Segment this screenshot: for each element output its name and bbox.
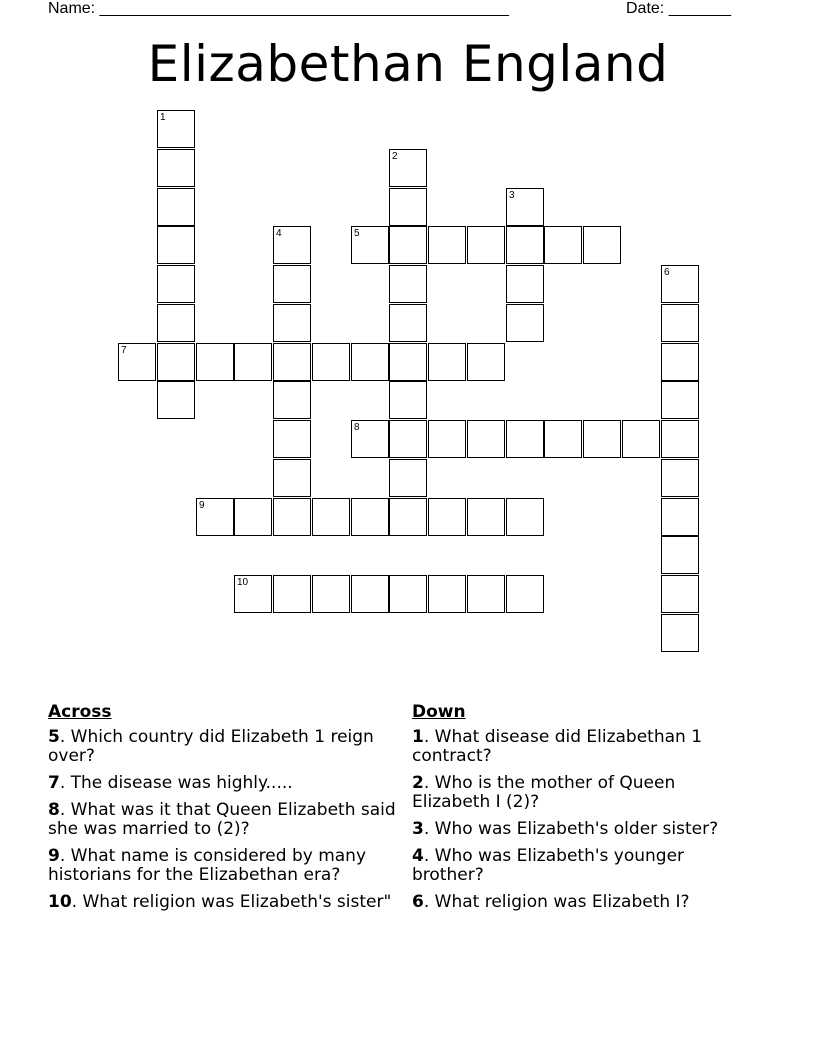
grid-cell[interactable] bbox=[389, 188, 427, 226]
grid-cell[interactable] bbox=[506, 420, 544, 458]
grid-cell[interactable] bbox=[506, 575, 544, 613]
clue-text: . The disease was highly..... bbox=[59, 773, 293, 793]
across-clues bbox=[48, 703, 408, 920]
grid-cell[interactable] bbox=[661, 343, 699, 381]
clue-down-1 bbox=[412, 728, 752, 766]
grid-cell[interactable] bbox=[351, 420, 389, 458]
grid-cell[interactable] bbox=[467, 343, 505, 381]
grid-cell[interactable] bbox=[389, 381, 427, 419]
clue-number-label: 3 bbox=[509, 190, 515, 201]
clue-text: . What religion was Elizabeth I? bbox=[423, 892, 690, 912]
grid-cell[interactable] bbox=[157, 343, 195, 381]
grid-cell[interactable] bbox=[234, 498, 272, 536]
clue-number: 4 bbox=[412, 846, 424, 866]
grid-cell[interactable] bbox=[661, 265, 699, 303]
grid-cell[interactable] bbox=[273, 575, 311, 613]
grid-cell[interactable] bbox=[389, 149, 427, 187]
grid-cell[interactable] bbox=[351, 575, 389, 613]
clue-number-label: 6 bbox=[664, 267, 670, 278]
grid-cell[interactable] bbox=[661, 614, 699, 652]
grid-cell[interactable] bbox=[157, 265, 195, 303]
clue-text: . What was it that Queen Elizabeth said she was married to (2)? bbox=[48, 800, 396, 839]
grid-cell[interactable] bbox=[661, 575, 699, 613]
down-clues bbox=[412, 703, 752, 920]
clue-across-7 bbox=[48, 774, 408, 793]
grid-cell[interactable] bbox=[467, 420, 505, 458]
clue-number: 10 bbox=[48, 892, 72, 912]
grid-cell[interactable] bbox=[273, 226, 311, 264]
grid-cell[interactable] bbox=[389, 226, 427, 264]
grid-cell[interactable] bbox=[544, 420, 582, 458]
grid-cell[interactable] bbox=[157, 304, 195, 342]
grid-cell[interactable] bbox=[351, 498, 389, 536]
grid-cell[interactable] bbox=[351, 226, 389, 264]
grid-cell[interactable] bbox=[273, 304, 311, 342]
grid-cell[interactable] bbox=[196, 498, 234, 536]
grid-cell[interactable] bbox=[506, 498, 544, 536]
grid-cell[interactable] bbox=[389, 575, 427, 613]
grid-cell[interactable] bbox=[312, 498, 350, 536]
grid-cell[interactable] bbox=[389, 265, 427, 303]
grid-cell[interactable] bbox=[351, 343, 389, 381]
grid-cell[interactable] bbox=[428, 498, 466, 536]
clue-down-6 bbox=[412, 893, 752, 912]
grid-cell[interactable] bbox=[157, 226, 195, 264]
clue-down-3 bbox=[412, 820, 752, 839]
grid-cell[interactable] bbox=[389, 459, 427, 497]
name-field[interactable]: Name: ______________________________________________ bbox=[48, 0, 509, 17]
clue-text: . What disease did Elizabethan 1 contract? bbox=[412, 727, 703, 766]
clue-text: . What religion was Elizabeth's sister" bbox=[71, 892, 392, 912]
clue-number-label: 5 bbox=[354, 228, 360, 239]
grid-cell[interactable] bbox=[273, 420, 311, 458]
grid-cell[interactable] bbox=[428, 575, 466, 613]
clue-number-label: 7 bbox=[121, 345, 127, 356]
grid-cell[interactable] bbox=[467, 575, 505, 613]
clue-number: 5 bbox=[48, 727, 60, 747]
clue-text: . Which country did Elizabeth 1 reign over? bbox=[48, 727, 374, 766]
grid-cell[interactable] bbox=[428, 420, 466, 458]
clue-number-label: 8 bbox=[354, 422, 360, 433]
grid-cell[interactable] bbox=[389, 420, 427, 458]
grid-cell[interactable] bbox=[157, 110, 195, 148]
grid-cell[interactable] bbox=[661, 536, 699, 574]
date-field[interactable]: Date: _______ bbox=[626, 0, 731, 17]
grid-cell[interactable] bbox=[196, 343, 234, 381]
clue-across-9 bbox=[48, 847, 408, 885]
grid-cell[interactable] bbox=[273, 265, 311, 303]
clue-number: 9 bbox=[48, 846, 60, 866]
grid-cell[interactable] bbox=[544, 226, 582, 264]
clue-text: . Who is the mother of Queen Elizabeth I (2)? bbox=[412, 773, 676, 812]
clue-number-label: 4 bbox=[276, 228, 282, 239]
clue-across-5 bbox=[48, 728, 408, 766]
page-title: Elizabethan England bbox=[147, 35, 669, 93]
clue-number: 7 bbox=[48, 773, 60, 793]
clue-across-8 bbox=[48, 801, 408, 839]
grid-cell[interactable] bbox=[157, 188, 195, 226]
clue-number: 3 bbox=[412, 819, 424, 839]
clue-number: 6 bbox=[412, 892, 424, 912]
grid-cell[interactable] bbox=[506, 226, 544, 264]
clue-number-label: 10 bbox=[237, 577, 249, 588]
clue-across-10 bbox=[48, 893, 408, 912]
grid-cell[interactable] bbox=[506, 188, 544, 226]
grid-cell[interactable] bbox=[428, 343, 466, 381]
down-heading: Down bbox=[412, 702, 466, 722]
grid-cell[interactable] bbox=[467, 498, 505, 536]
grid-cell[interactable] bbox=[661, 304, 699, 342]
grid-cell[interactable] bbox=[273, 381, 311, 419]
grid-cell[interactable] bbox=[661, 498, 699, 536]
grid-cell[interactable] bbox=[661, 459, 699, 497]
clue-number-label: 2 bbox=[392, 151, 398, 162]
grid-cell[interactable] bbox=[157, 381, 195, 419]
grid-cell[interactable] bbox=[312, 575, 350, 613]
grid-cell[interactable] bbox=[506, 265, 544, 303]
grid-cell[interactable] bbox=[661, 420, 699, 458]
clue-text: . What name is considered by many historians for the Elizabethan era? bbox=[48, 846, 367, 885]
grid-cell[interactable] bbox=[118, 343, 156, 381]
clue-number: 2 bbox=[412, 773, 424, 793]
grid-cell[interactable] bbox=[312, 343, 350, 381]
grid-cell[interactable] bbox=[467, 226, 505, 264]
clue-number-label: 1 bbox=[160, 112, 166, 123]
clue-down-2 bbox=[412, 774, 752, 812]
grid-cell[interactable] bbox=[428, 226, 466, 264]
grid-cell[interactable] bbox=[273, 498, 311, 536]
grid-cell[interactable] bbox=[273, 459, 311, 497]
clue-number-label: 9 bbox=[199, 500, 205, 511]
grid-cell[interactable] bbox=[234, 343, 272, 381]
grid-cell[interactable] bbox=[389, 498, 427, 536]
grid-cell[interactable] bbox=[506, 304, 544, 342]
grid-cell[interactable] bbox=[661, 381, 699, 419]
across-heading: Across bbox=[48, 702, 112, 722]
clue-number: 8 bbox=[48, 800, 60, 820]
grid-cell[interactable] bbox=[157, 149, 195, 187]
grid-cell[interactable] bbox=[273, 343, 311, 381]
grid-cell[interactable] bbox=[234, 575, 272, 613]
grid-cell[interactable] bbox=[583, 226, 621, 264]
grid-cell[interactable] bbox=[389, 304, 427, 342]
clue-text: . Who was Elizabeth's older sister? bbox=[423, 819, 719, 839]
clue-down-4 bbox=[412, 847, 752, 885]
grid-cell[interactable] bbox=[583, 420, 621, 458]
clue-number: 1 bbox=[412, 727, 424, 747]
grid-cell[interactable] bbox=[389, 343, 427, 381]
grid-cell[interactable] bbox=[622, 420, 660, 458]
clue-text: . Who was Elizabeth's younger brother? bbox=[412, 846, 685, 885]
